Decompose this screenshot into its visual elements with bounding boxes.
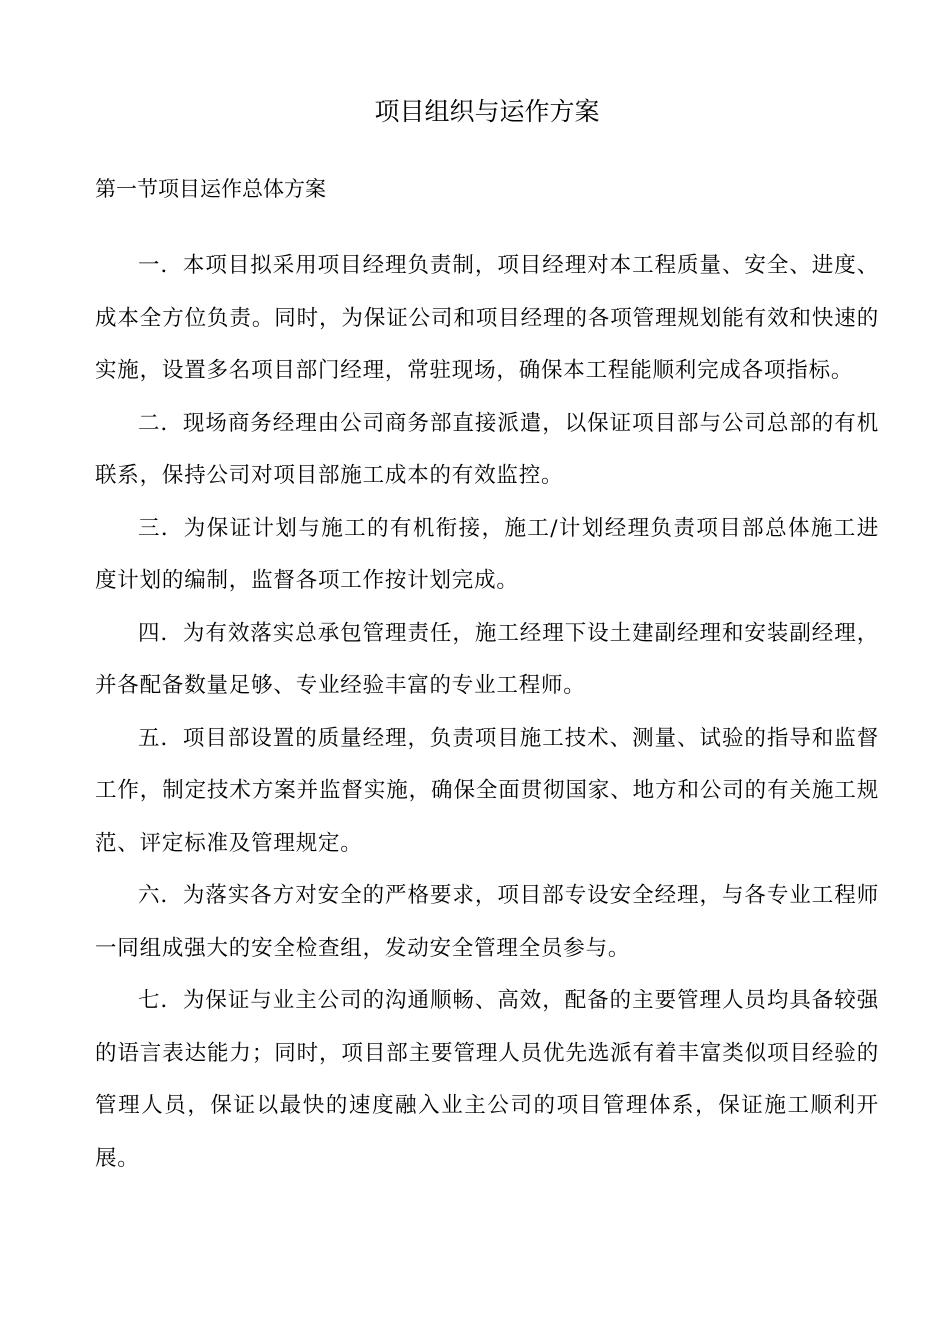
document-body xyxy=(95,240,879,1185)
document-title: 项目组织与运作方案 xyxy=(374,97,600,126)
paragraph-4: 四．为有效落实总承包管理责任，施工经理下设土建副经理和安装副经理，并各配备数量足够、专业经验丰富的专业工程师。 xyxy=(95,620,879,698)
paragraph-2: 二．现场商务经理由公司商务部直接派遣，以保证项目部与公司总部的有机联系，保持公司对项目部施工成本的有效监控。 xyxy=(95,410,879,488)
paragraph-1: 一．本项目拟采用项目经理负责制，项目经理对本工程质量、安全、进度、成本全方位负责。同时，为保证公司和项目经理的各项管理规划能有效和快速的实施，设置多名项目部门经理，常驻现场，确保本工程能顺利完成各项指标。 xyxy=(95,253,879,383)
paragraph-5: 五．项目部设置的质量经理，负责项目施工技术、测量、试验的指导和监督工作，制定技术方案并监督实施，确保全面贯彻国家、地方和公司的有关施工规范、评定标准及管理规定。 xyxy=(95,725,879,856)
paragraph-3: 三．为保证计划与施工的有机衔接，施工/计划经理负责项目部总体施工进度计划的编制，监督各项工作按计划完成。 xyxy=(95,515,879,593)
paragraph-6: 六．为落实各方对安全的严格要求，项目部专设安全经理，与各专业工程师一同组成强大的安全检查组，发动安全管理全员参与。 xyxy=(95,883,879,961)
paragraph-7: 七．为保证与业主公司的沟通顺畅、高效，配备的主要管理人员均具备较强的语言表达能力；同时，项目部主要管理人员优先选派有着丰富类似项目经验的管理人员，保证以最快的速度融入业主公司的项目管理体系，保证施工顺利开展。 xyxy=(95,988,879,1171)
section-heading: 第一节项目运作总体方案 xyxy=(95,177,326,201)
